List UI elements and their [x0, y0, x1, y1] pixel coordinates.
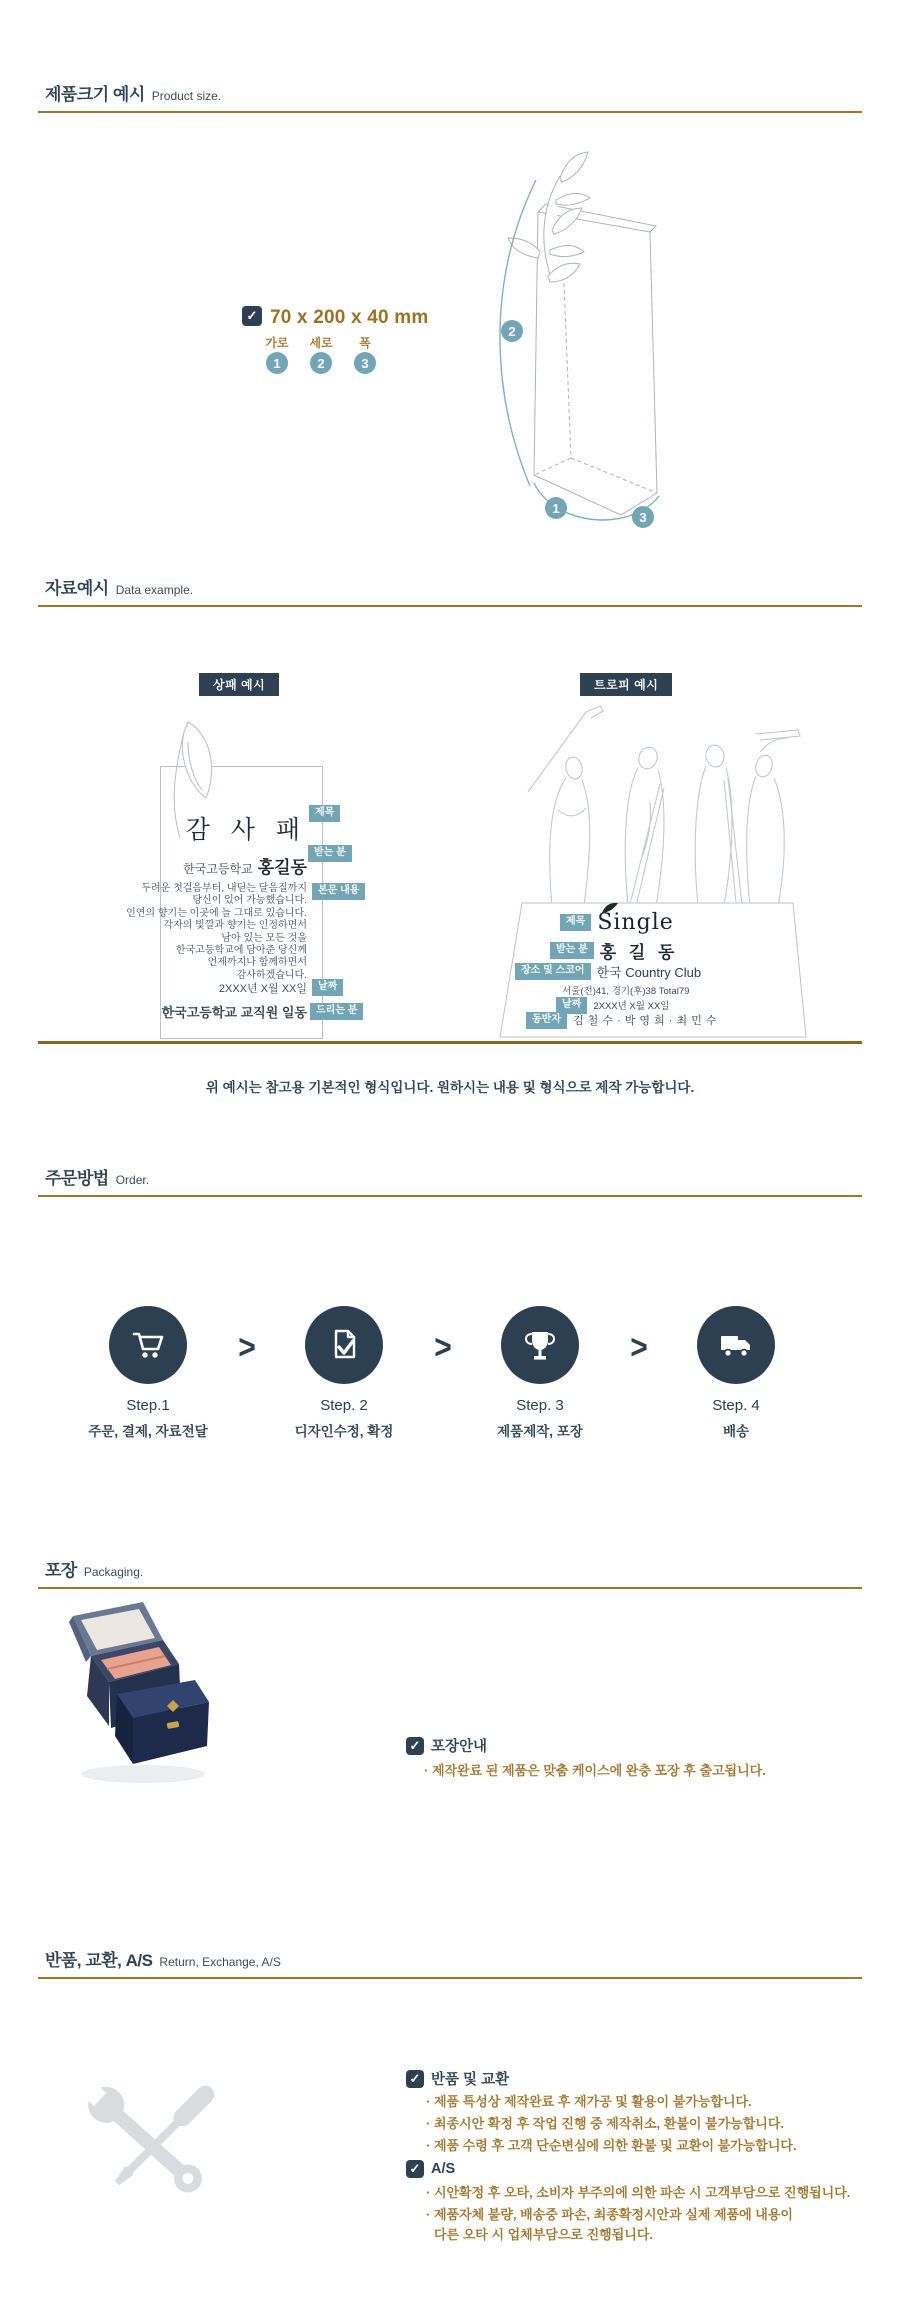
order-step-4 — [641, 1306, 831, 1440]
as-checkbox — [406, 2160, 424, 2178]
trophy-field-companion-badge: 동반자 — [526, 1012, 567, 1029]
plaque-field-title-badge: 제목 — [309, 805, 340, 822]
packaging-heading: 포장안내 — [431, 1739, 488, 1755]
dim-label-width: 가로 — [265, 336, 289, 350]
trophy-example-badge: 트로피 예시 — [580, 673, 672, 696]
section-header-returns — [38, 1946, 862, 1979]
packaging-bullet: · 제작완료 된 제품은 맞춤 케이스에 완충 포장 후 출고됩니다. — [424, 1763, 766, 1778]
cart-icon — [126, 1323, 170, 1367]
golfer-figures-drawing — [498, 692, 803, 907]
section-title-en: Return, Exchange, A/S — [159, 1955, 281, 1969]
plaque-body-line: 언제까지나 함께하면서 — [207, 957, 307, 969]
dim-number-1: 1 — [266, 352, 288, 374]
plaque-field-body-badge: 본문 내용 — [312, 883, 365, 900]
plaque-body-line: 감사하겠습니다. — [236, 969, 307, 981]
step-name: Step. 2 — [320, 1397, 368, 1414]
plaque-date: 2XXX년 X월 XX일 — [218, 983, 307, 995]
return-bullet: · 제품 특성상 제작완료 후 재가공 및 활용이 불가능합니다. — [426, 2094, 752, 2109]
step-label: 주문, 결제, 자료전달 — [88, 1424, 208, 1439]
plaque-field-recipient-badge: 받는 분 — [308, 845, 352, 862]
plaque-field-date-badge: 날짜 — [312, 979, 343, 996]
trophy-icon — [518, 1323, 562, 1367]
section-title-ko: 반품, 교환, A/S — [45, 1951, 153, 1970]
plaque-body-line: 인연의 향기는 이곳에 늘 그대로 있습니다. — [126, 907, 307, 919]
section-title-ko: 포장 — [45, 1561, 77, 1580]
diagram-number-depth: 3 — [632, 506, 654, 528]
section-title-en: Packaging. — [83, 1565, 144, 1579]
section-title-en: Order. — [115, 1173, 150, 1187]
plaque-example-badge: 상패 예시 — [199, 673, 279, 696]
trophy-field-place-badge: 장소 및 스코어 — [515, 963, 591, 980]
truck-icon — [714, 1323, 758, 1367]
packaging-box-photo — [55, 1596, 220, 1796]
step-3-circle — [501, 1306, 579, 1384]
check-icon: ✓ — [409, 1737, 421, 1753]
order-step-3 — [445, 1306, 635, 1440]
trophy-place: 한국 Country Club — [596, 965, 702, 980]
plaque-recipient-org: 한국고등학교 — [183, 862, 253, 876]
example-divider — [38, 1041, 862, 1044]
return-exchange-heading-row — [406, 2068, 509, 2089]
product-size-wireframe — [460, 138, 700, 568]
plaque-body-line: 당신이 있어 가능했습니다. — [192, 895, 307, 907]
plaque-field-sender-badge: 드리는 분 — [310, 1003, 363, 1020]
chevron-right-icon: > — [630, 1328, 648, 1367]
trophy-field-recipient-badge: 받는 분 — [550, 942, 594, 959]
as-heading-row — [406, 2160, 455, 2178]
plaque-body-line: 남아 있는 모든 것을 — [221, 932, 307, 944]
step-label: 디자인수정, 확정 — [294, 1424, 394, 1439]
section-header-product-size — [38, 80, 862, 113]
packaging-info-heading-row — [406, 1735, 487, 1756]
plaque-title: 감 사 패 — [185, 816, 307, 844]
plaque-body-line: 두려운 첫걸음부터, 내딛는 달음질까지 — [141, 883, 307, 894]
section-header-packaging — [38, 1556, 862, 1589]
check-icon: ✓ — [409, 2161, 421, 2176]
diagram-number-height: 2 — [501, 320, 523, 342]
order-step-2 — [249, 1306, 439, 1440]
document-check-icon — [322, 1323, 366, 1367]
section-title-en: Product size. — [151, 89, 222, 103]
section-title-en: Data example. — [115, 583, 194, 597]
trophy-date: 2XXX년 X월 XX일 — [593, 1001, 670, 1013]
plaque-body-line: 각자의 빛깔과 향기는 인정하면서 — [163, 920, 307, 932]
step-label: 배송 — [722, 1424, 750, 1439]
trophy-title: Single — [597, 910, 674, 935]
packaging-checkbox — [406, 1737, 424, 1755]
section-title-ko: 제품크기 예시 — [45, 85, 145, 104]
section-title-ko: 주문방법 — [45, 1169, 109, 1188]
return-bullet: · 최종시안 확정 후 작업 진행 중 제작취소, 환불이 불가능합니다. — [426, 2116, 785, 2131]
return-exchange-checkbox — [406, 2070, 424, 2088]
step-name: Step.1 — [126, 1397, 170, 1414]
plaque-body-line: 한국고등학교에 담아준 당신께 — [175, 945, 307, 957]
step-name: Step. 4 — [712, 1397, 760, 1414]
step-1-circle — [109, 1306, 187, 1384]
product-dimension: 70 x 200 x 40 mm — [270, 307, 429, 328]
dim-label-depth: 폭 — [359, 336, 371, 350]
return-bullet: · 제품 수령 후 고객 단순변심에 의한 환불 및 교환이 불가능합니다. — [426, 2138, 797, 2153]
diagram-number-width: 1 — [545, 497, 567, 519]
dim-number-3: 3 — [354, 352, 376, 374]
plaque-body — [126, 883, 307, 982]
trophy-field-date-badge: 날짜 — [556, 997, 587, 1014]
size-checkbox — [242, 306, 262, 326]
step-name: Step. 3 — [516, 1397, 564, 1414]
chevron-right-icon: > — [238, 1328, 256, 1367]
plaque-sender: 한국고등학교 교직원 일동 — [161, 1005, 307, 1020]
check-icon: ✓ — [246, 308, 258, 323]
single-leaf-icon — [600, 901, 620, 915]
section-title-ko: 자료예시 — [45, 579, 109, 598]
as-bullet: · 시안확정 후 오타, 소비자 부주의에 의한 파손 시 고객부담으로 진행됩니다. — [426, 2185, 851, 2200]
section-header-data-example — [38, 574, 862, 607]
return-exchange-heading: 반품 및 교환 — [431, 2072, 510, 2088]
trophy-field-title-badge: 제목 — [560, 914, 591, 931]
chevron-right-icon: > — [434, 1328, 452, 1367]
dim-number-2: 2 — [310, 352, 332, 374]
section-header-order — [38, 1164, 862, 1197]
step-label: 제품제작, 포장 — [497, 1424, 583, 1439]
check-icon: ✓ — [409, 2070, 421, 2086]
tools-icon — [68, 2052, 238, 2242]
trophy-recipient: 홍 길 동 — [599, 943, 679, 962]
as-bullet: · 제품자체 불량, 배송중 파손, 최종확정시안과 실제 제품에 내용이 — [426, 2207, 793, 2222]
plaque-recipient-name: 홍길동 — [257, 858, 307, 877]
order-step-1 — [53, 1306, 243, 1440]
trophy-score: 서울(전)41, 경기(후)38 Total79 — [562, 986, 690, 997]
as-heading: A/S — [431, 2161, 456, 2177]
example-note: 위 예시는 참고용 기본적인 형식입니다. 원하시는 내용 및 형식으로 제작 가능합니다. — [205, 1080, 695, 1095]
step-2-circle — [305, 1306, 383, 1384]
dim-label-height: 세로 — [309, 336, 333, 350]
step-4-circle — [697, 1306, 775, 1384]
as-bullet-continuation: 다른 오타 시 업체부담으로 진행됩니다. — [434, 2227, 653, 2242]
trophy-companions: 김 철 수 · 박 영 희 · 최 민 수 — [572, 1015, 718, 1028]
